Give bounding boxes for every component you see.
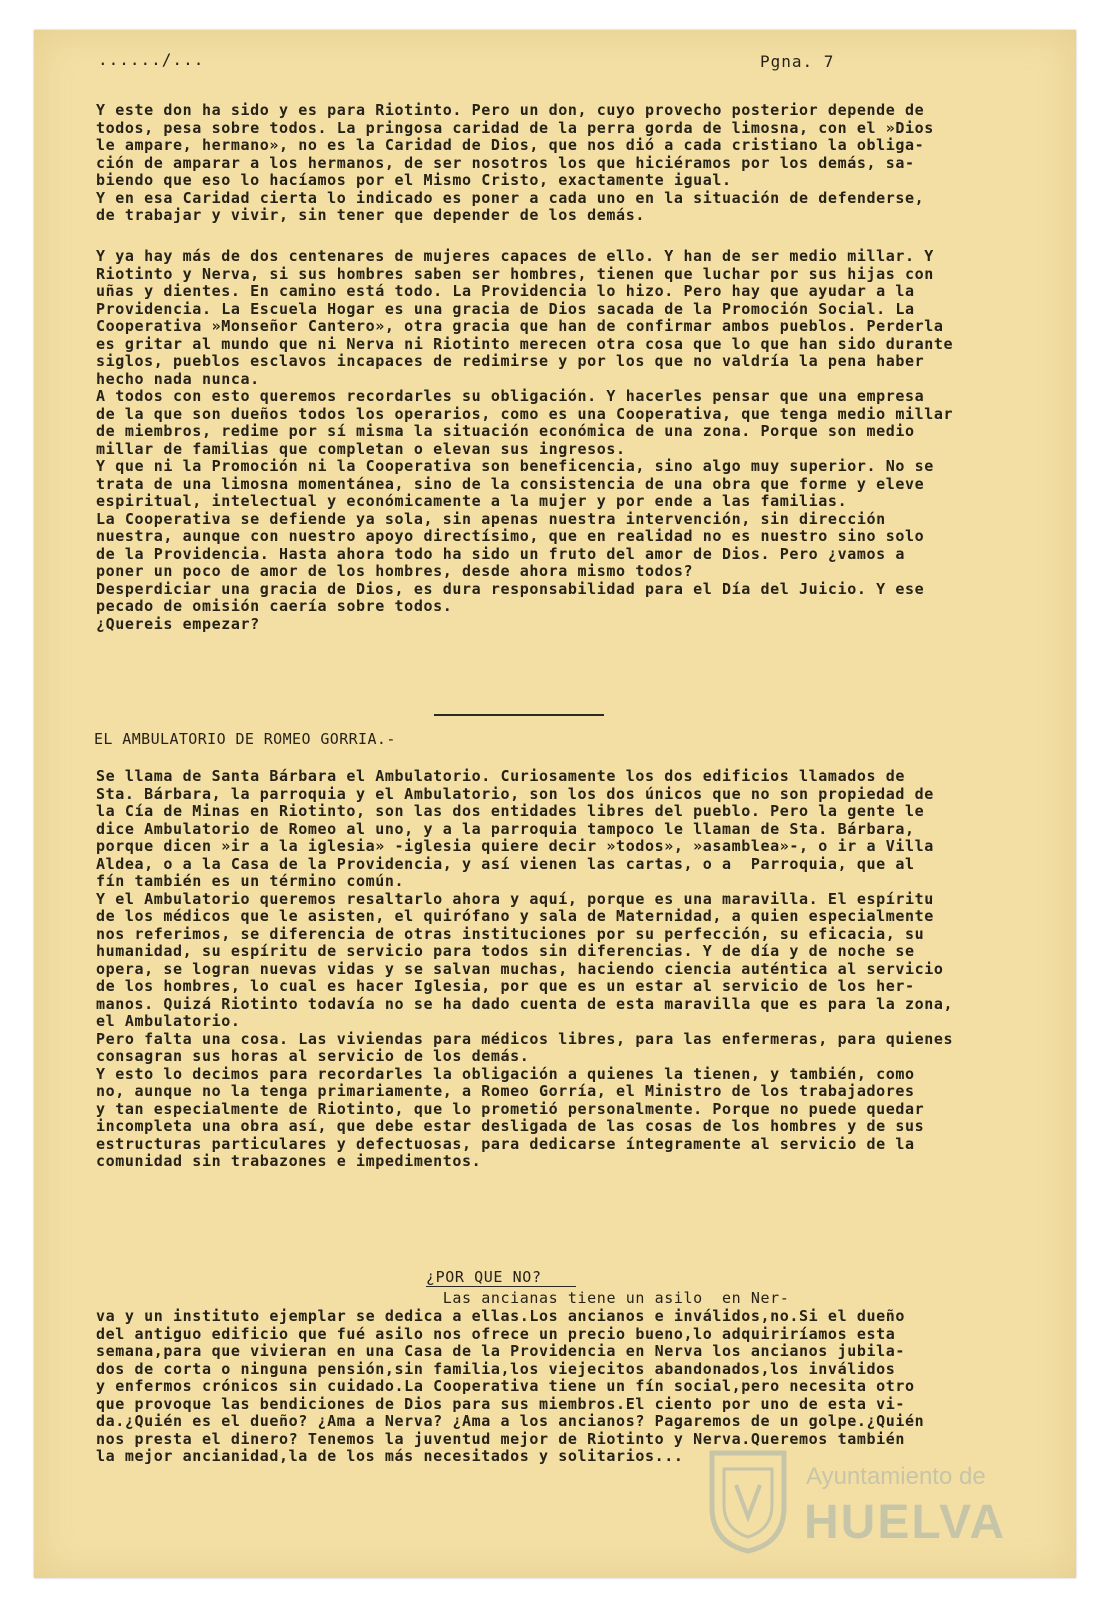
coat-of-arms-icon <box>706 1447 790 1555</box>
archive-watermark <box>698 1445 1058 1563</box>
section-divider <box>434 714 604 716</box>
continuation-mark: ....../... <box>98 50 205 69</box>
paragraph-don-riotinto: Y este don ha sido y es para Riotinto. Pero un don, cuyo provecho posterior depende de todos, pesa sobre todos. La pringosa caridad de la perra gorda de limosna, con el »Dios le ampare, hermano», no es la Caridad de Dios, que nos dió a cada cristiano la obliga- ción de amparar a los hermanos, de ser nosotros los que hiciéramos por los demás, sa- biendo que eso lo hacíamos por el Mismo Cristo, exactamente igual. Y en esa Caridad cierta lo indicado es poner a cada uno en la situación de defenderse, de trabajar y vivir, sin tener que depender de los demás. <box>96 101 934 224</box>
document-page <box>34 30 1076 1578</box>
paragraph-ancianos-first-line: Las ancianas tiene un asilo en Ner- <box>96 1289 790 1307</box>
section-title-ambulatorio: EL AMBULATORIO DE ROMEO GORRIA.- <box>94 730 396 748</box>
paragraph-ambulatorio: Se llama de Santa Bárbara el Ambulatorio. Curiosamente los dos edificios llamados de Sta. Bárbara, la parroquia y el Ambulatorio, son los dos únicos que no son propiedad de la Cía de Minas en Riotinto, son las dos entidades libres del pueblo. Pero la gente le dice Ambulatorio de Romeo al uno, y a la parroquia tampoco le llaman de Sta. Bárbara, porque dicen »ir a la iglesia» -iglesia quiere decir »todos», »asamblea»-, o ir a Villa Aldea, o a la Casa de la Providencia, y así vienen las cartas, o a Parroquia, que al fín también es un término común. Y el Ambulatorio queremos resaltarlo ahora y aquí, porque es una maravilla. El espíritu de los médicos que le asisten, el quirófano y sala de Maternidad, a quien especialmente nos referimos, se diferencia de otras instituciones por su perfección, su eficacia, su humanidad, su espíritu de servicio para todos sin diferencias. Y de día y de noche se opera, se logran nuevas vidas y se salvan muchas, haciendo ciencia auténtica al servicio de los hombres, lo cual es hacer Iglesia, por que es un estar al servicio de los her- manos. Quizá Riotinto todavía no se ha dado cuenta de esta maravilla que es para la zona, el Ambulatorio. Pero falta una cosa. Las viviendas para médicos libres, para las enfermeras, para quienes consagran sus horas al servicio de los demás. Y esto lo decimos para recordarles la obligación a quienes la tienen, y también, como no, aunque no la tenga primariamente, a Romeo Gorría, el Ministro de los trabajadores y tan especialmente de Riotinto, que lo prometió personalmente. Porque no puede quedar incompleta una obra así, que debe estar desligada de las cosas de los hombres y de sus estructuras particulares y defectuosas, para dedicarse íntegramente al servicio de la comunidad sin trabazones e impedimentos. <box>96 767 954 1170</box>
paragraph-ancianos: va y un instituto ejemplar se dedica a ellas.Los ancianos e inválidos,no.Si el dueño del antiguo edificio que fué asilo nos ofrece un precio bueno,lo adquiriríamos esta semana,para que vivieran en una Casa de la Providencia en Nerva los ancianos jubila- dos de corta o ninguna pensión,sin familia,los viejecitos abandonados,los inválidos y enfermos crónicos sin cuidado.La Cooperativa tiene un fín social,pero necesita otro que provoque las bendiciones de Dios para sus miembros.El ciento por uno de esta vi- da.¿Quién es el dueño? ¿Ama a Nerva? ¿Ama a los ancianos? Pagaremos de un golpe.¿Quién nos presta el dinero? Tenemos la juventud mejor de Riotinto y Nerva.Queremos también la mejor ancianidad,la de los más necesitados y solitarios... <box>96 1307 925 1465</box>
watermark-line2: HUELVA <box>804 1496 1007 1549</box>
watermark-line1: Ayuntamiento de <box>806 1463 986 1490</box>
page-number: Pgna. 7 <box>760 52 835 71</box>
subtitle-por-que-no: ¿POR QUE NO? <box>426 1268 542 1286</box>
subtitle-underline <box>426 1286 576 1287</box>
paragraph-mujeres-cooperativa: Y ya hay más de dos centenares de mujeres capaces de ello. Y han de ser medio millar. Y Riotinto y Nerva, si sus hombres saben ser hombres, tienen que luchar por sus hijas con uñas y dientes. En camino está todo. La Providencia lo hizo. Pero hay que ayudar a la Providencia. La Escuela Hogar es una gracia de Dios sacada de la Promoción Social. La Cooperativa »Monseñor Cantero», otra gracia que han de confirmar ambos pueblos. Perderla es gritar al mundo que ni Nerva ni Riotinto merecen otra cosa que lo que han sido durante siglos, pueblos esclavos incapaces de redimirse y por los que no valdría la pena haber hecho nada nunca. A todos con esto queremos recordarles su obligación. Y hacerles pensar que una empresa de la que son dueños todos los operarios, como es una Cooperativa, que tenga medio millar de miembros, redime por sí misma la situación económica de una zona. Porque son medio millar de familias que completan o elevan sus ingresos. Y que ni la Promoción ni la Cooperativa son beneficencia, sino algo muy superior. No se trata de una limosna momentánea, sino de la consistencia de una obra que forme y eleve espiritual, intelectual y económicamente a la mujer y por ende a las familias. La Cooperativa se defiende ya sola, sin apenas nuestra intervención, sin dirección nuestra, aunque con nuestro apoyo directísimo, que en realidad no es nuestro sino solo de la Providencia. Hasta ahora todo ha sido un fruto del amor de Dios. Pero ¿vamos a poner un poco de amor de los hombres, desde ahora mismo todos? Desperdiciar una gracia de Dios, es dura responsabilidad para el Día del Juicio. Y ese pecado de omisión caería sobre todos. ¿Quereis empezar? <box>96 247 954 633</box>
